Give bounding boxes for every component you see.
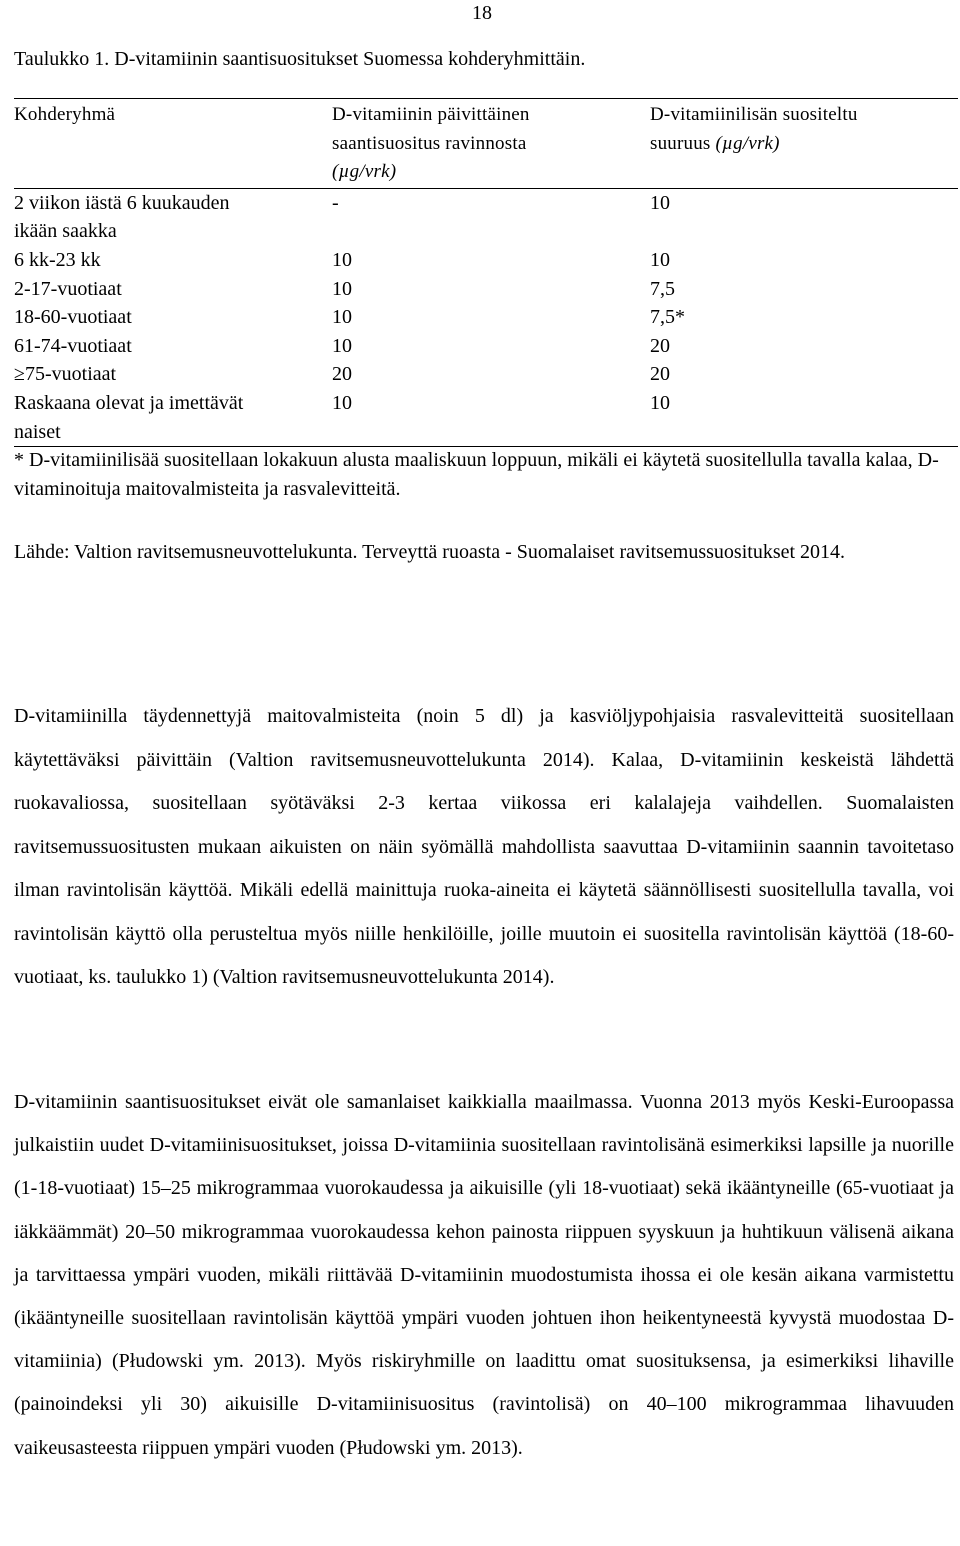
cell-target-group: 2-17-vuotiaat	[14, 277, 122, 300]
header-diet-line2: saantisuositus ravinnosta	[332, 132, 527, 154]
cell-diet-value: 10	[332, 306, 352, 329]
cell-supplement-value: 7,5*	[650, 306, 685, 329]
table-header-row	[14, 99, 958, 189]
vitamin-d-table	[14, 98, 958, 447]
cell-target-group: ≥75-vuotiaat	[14, 363, 117, 386]
cell-diet-value: 10	[332, 277, 352, 300]
body-paragraph: D-vitamiinin saantisuositukset eivät ole samanlaiset kaikkialla maailmassa. Vuonna 2013 myös Keski-Euroopassa julkaistiin uudet D-vitamiinisuositukset, joissa D-vitamiinia suositellaan ravintolisänä esimerkiksi lapsille ja nuorille (1-18-vuotiaat) 15–25 mikrogrammaa vuorokaudessa ja aikuisille (yli 18-vuotiaat) sekä ikääntyneille (65-vuotiaat ja iäkkäämmät) 20–50 mikrogrammaa vuorokaudessa kehon painosta riippuen syyskuun ja huhtikuun välisenä aikana ja tarvittaessa ympäri vuoden, mikäli riittävää D-vitamiinin muodostumista ihossa ei ole kesän aikana varmistettu (ikääntyneille suositellaan ravintolisän käyttöä ympäri vuoden johtuen ihon heikentyneestä kyvystä muodostaa D-vitamiinia) (Płudowski ym. 2013). Myös riskiryhmille on laadittu omat suosituksensa, ja esimerkiksi lihaville (painoindeksi yli 30) aikuisille D-vitamiinisuositus (ravintolisä) on 40–100 mikrogrammaa lihavuuden vaikeusasteesta riippuen ympäri vuoden (Płudowski ym. 2013).	[14, 1091, 954, 1459]
header-diet-unit: (µg/vrk)	[332, 161, 397, 183]
table-row	[14, 189, 958, 246]
cell-diet-value: -	[332, 191, 339, 214]
body-paragraph: D-vitamiinilla täydennettyjä maitovalmisteita (noin 5 dl) ja kasviöljypohjaisia rasvalevitteitä suositellaan käytettäväksi päivittäin (Valtion ravitsemusneuvottelukunta 2014). Kalaa, D-vitamiinin keskeistä lähdettä ruokavaliossa, suositellaan syötäväksi 2-3 kertaa viikossa eri kalalajeja vaihdellen. Suomalaisten ravitsemussuositusten mukaan aikuisten on näin syömällä mahdollista saavuttaa D-vitamiinin saannin tavoitetaso ilman ravintolisän käyttöä. Mikäli edellä mainittuja ruoka-aineita ei käytetä säännöllisesti suositellulla tavalla, voi ravintolisän käyttö olla perusteltua myös niille henkilöille, joille muutoin ei suositella ravintolisän käyttöä (18-60-vuotiaat, ks. taulukko 1) (Valtion ravitsemusneuvottelukunta 2014).	[14, 705, 954, 988]
cell-diet-value: 10	[332, 391, 352, 414]
table-row	[14, 246, 958, 275]
cell-target-group: 61-74-vuotiaat	[14, 334, 132, 357]
header-supplement-unit: (µg/vrk)	[715, 132, 780, 154]
cell-target-group: 2 viikon iästä 6 kuukauden ikään saakka	[14, 191, 230, 243]
table-row	[14, 332, 958, 361]
header-supplement-line1: D-vitamiinilisän suositeltu	[650, 104, 858, 125]
header-target-group: Kohderyhmä	[14, 104, 116, 125]
page-number: 18	[472, 2, 492, 24]
cell-target-group: Raskaana olevat ja imettävät naiset	[14, 391, 244, 443]
table-row	[14, 389, 958, 446]
cell-supplement-value: 20	[650, 334, 670, 357]
table-row	[14, 360, 958, 389]
header-supplement-size	[650, 101, 958, 187]
table-caption: Taulukko 1. D-vitamiinin saantisuositukset Suomessa kohderyhmittäin.	[14, 48, 586, 70]
cell-supplement-value: 10	[650, 191, 670, 214]
table-row	[14, 303, 958, 332]
header-supplement-line2: suuruus	[650, 132, 716, 154]
cell-supplement-value: 10	[650, 248, 670, 271]
table-row	[14, 275, 958, 304]
header-diet-line1: D-vitamiinin päivittäinen	[332, 104, 530, 125]
source-citation: Lähde: Valtion ravitsemusneuvottelukunta. Terveyttä ruoasta - Suomalaiset ravitsemussuositukset 2014.	[14, 541, 846, 563]
table-footnote: * D-vitamiinilisää suositellaan lokakuun alusta maaliskuun loppuun, mikäli ei käytetä suositellulla tavalla kalaa, D-vitaminoituja maitovalmisteita ja rasvalevitteitä.	[14, 449, 939, 500]
cell-target-group: 18-60-vuotiaat	[14, 306, 132, 329]
cell-diet-value: 10	[332, 248, 352, 271]
cell-diet-value: 20	[332, 363, 352, 386]
cell-supplement-value: 20	[650, 363, 670, 386]
cell-target-group: 6 kk-23 kk	[14, 248, 101, 271]
cell-supplement-value: 10	[650, 391, 670, 414]
header-diet-recommendation	[332, 101, 650, 187]
cell-supplement-value: 7,5	[650, 277, 675, 300]
cell-diet-value: 10	[332, 334, 352, 357]
